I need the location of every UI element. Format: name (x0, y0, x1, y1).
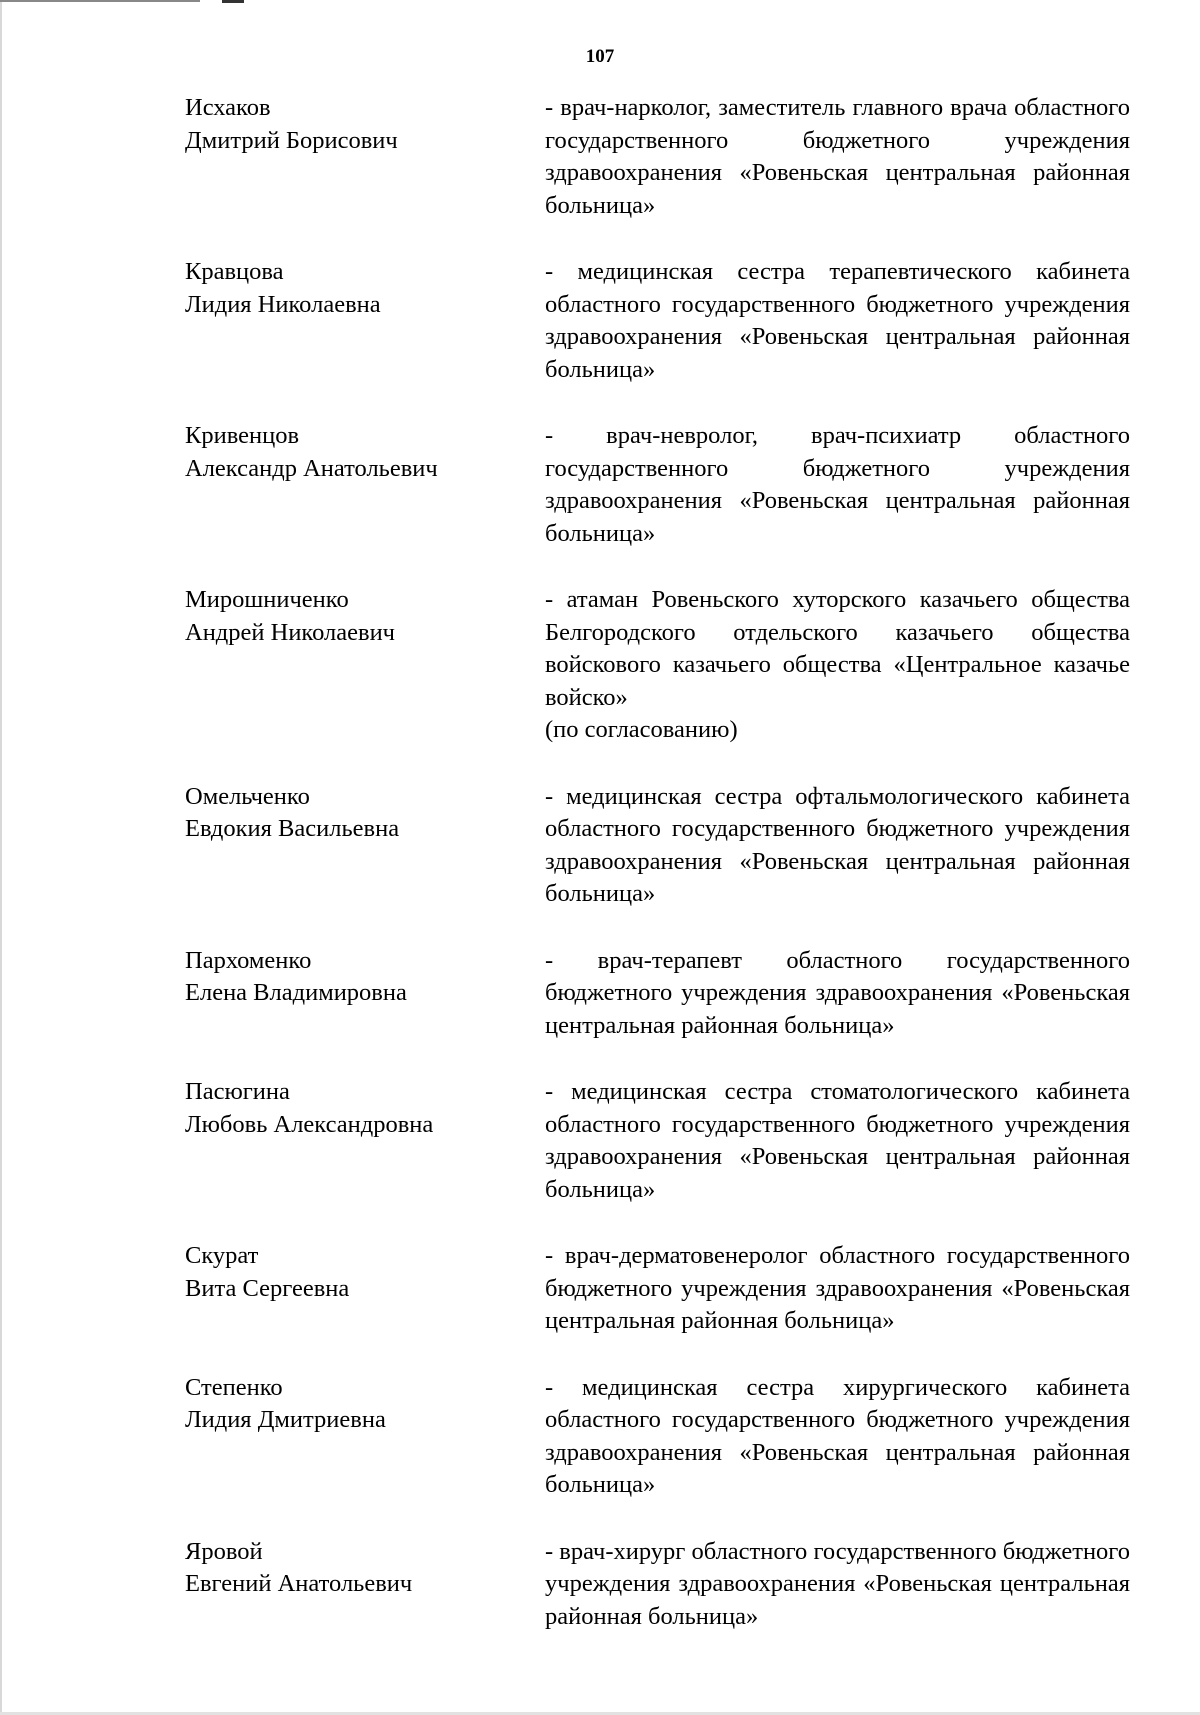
role-description (545, 1372, 1130, 1502)
list-item (185, 945, 1132, 1043)
given-names: Евгений Анатольевич (185, 1570, 413, 1597)
list-item (185, 781, 1132, 911)
page-number: 107 (585, 46, 615, 67)
member-list (185, 92, 1132, 1667)
role-description (545, 584, 1130, 747)
list-item (185, 584, 1132, 747)
scan-edge-left (0, 0, 2, 1715)
role-description (545, 781, 1130, 911)
list-item (185, 1536, 1132, 1634)
person-name (185, 420, 545, 550)
role-text: - врач-невролог, врач-психиатр областного государственного бюджетного учреждения здравоохранения «Ровеньская центральная районная больница» (545, 422, 1130, 547)
given-names: Любовь Александровна (185, 1110, 434, 1138)
surname: Пархоменко (185, 946, 312, 974)
given-names: Елена Владимировна (185, 979, 407, 1006)
person-name (185, 781, 545, 911)
role-text: - врач-хирург областного государственного бюджетного учреждения здравоохранения «Ровеньская центральная районная больница» (545, 1537, 1130, 1630)
surname: Мирошниченко (185, 586, 349, 613)
surname: Степенко (185, 1373, 283, 1401)
person-name (185, 92, 545, 222)
role-note: (по согласованию) (545, 716, 738, 743)
role-text: - атаман Ровеньского хуторского казачьего общества Белгородского отдельского казачьего общества войскового казачьего общества «Центральное казачье войско» (545, 586, 1130, 711)
list-item (185, 256, 1132, 386)
scan-artifact-top (0, 0, 200, 2)
surname: Пасюгина (185, 1078, 290, 1105)
person-name (185, 1240, 545, 1338)
role-text: - медицинская сестра стоматологического кабинета областного государственного бюджетного учреждения здравоохранения «Ровеньская центральная районная больница» (545, 1078, 1130, 1203)
person-name (185, 945, 545, 1043)
given-names: Дмитрий Борисович (185, 126, 398, 154)
role-text: - медицинская сестра хирургического кабинета областного государственного бюджетного учреждения здравоохранения «Ровеньская центральная районная больница» (545, 1373, 1130, 1498)
given-names: Вита Сергеевна (185, 1274, 350, 1302)
surname: Исхаков (185, 94, 271, 121)
role-description (545, 945, 1130, 1043)
list-item (185, 1372, 1132, 1502)
role-description (545, 1240, 1130, 1338)
surname: Омельченко (185, 782, 310, 810)
surname: Яровой (185, 1537, 263, 1565)
person-name (185, 1536, 545, 1634)
person-name (185, 584, 545, 747)
given-names: Лидия Дмитриевна (185, 1406, 386, 1433)
list-item (185, 420, 1132, 550)
person-name (185, 1372, 545, 1502)
role-text: - врач-дерматовенеролог областного государственного бюджетного учреждения здравоохранения «Ровеньская центральная районная больница» (545, 1242, 1130, 1334)
role-description (545, 420, 1130, 550)
person-name (185, 1076, 545, 1206)
role-text: - врач-терапевт областного государственного бюджетного учреждения здравоохранения «Ровеньская центральная районная больница» (545, 946, 1130, 1039)
surname: Скурат (185, 1242, 259, 1269)
scan-artifact-top-mark (222, 0, 244, 3)
given-names: Лидия Николаевна (185, 290, 381, 318)
role-text: - медицинская сестра терапевтического кабинета областного государственного бюджетного учреждения здравоохранения «Ровеньская центральная районная больница» (545, 258, 1130, 383)
role-description (545, 92, 1130, 222)
role-description (545, 1536, 1130, 1634)
surname: Кравцова (185, 258, 284, 285)
role-description (545, 1076, 1130, 1206)
given-names: Андрей Николаевич (185, 618, 395, 646)
role-text: - медицинская сестра офтальмологического кабинета областного государственного бюджетного учреждения здравоохранения «Ровеньская центральная районная больница» (545, 782, 1130, 907)
given-names: Александр Анатольевич (185, 454, 438, 482)
list-item (185, 92, 1132, 222)
list-item (185, 1240, 1132, 1338)
list-item (185, 1076, 1132, 1206)
role-text: - врач-нарколог, заместитель главного врача областного государственного бюджетного учреждения здравоохранения «Ровеньская центральная районная больница» (545, 94, 1130, 219)
person-name (185, 256, 545, 386)
surname: Кривенцов (185, 422, 300, 449)
given-names: Евдокия Васильевна (185, 815, 400, 842)
role-description (545, 256, 1130, 386)
